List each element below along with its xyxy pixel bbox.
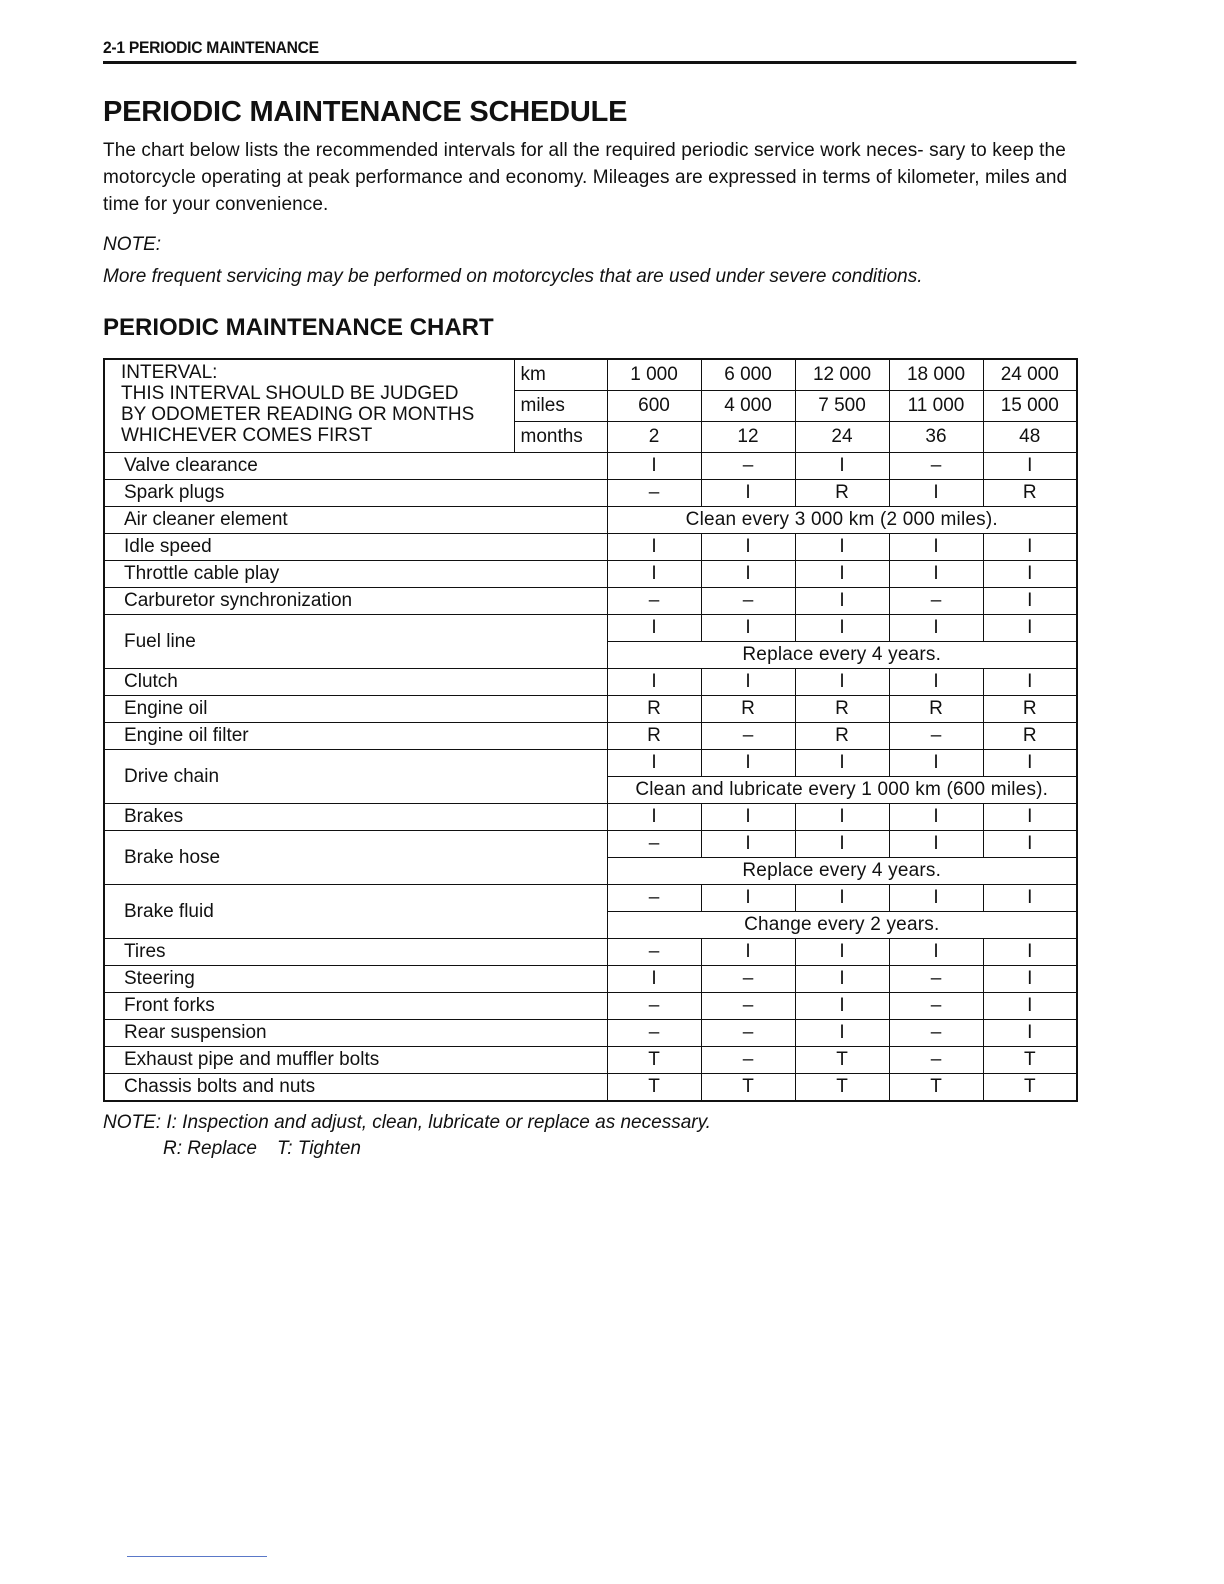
schedule-cell: – xyxy=(701,993,795,1020)
schedule-cell: R xyxy=(795,696,889,723)
maintenance-item: Tires xyxy=(104,939,607,966)
schedule-note: Replace every 4 years. xyxy=(607,858,1077,885)
table-row xyxy=(104,750,1077,777)
unit-label-months: months xyxy=(514,422,607,453)
maintenance-chart xyxy=(103,358,1078,1102)
footnote-line-2 xyxy=(103,1136,1076,1162)
table-row xyxy=(104,723,1077,750)
interval-miles-value: 11 000 xyxy=(889,391,983,422)
schedule-cell: I xyxy=(701,534,795,561)
schedule-note: Replace every 4 years. xyxy=(607,642,1077,669)
schedule-cell: I xyxy=(701,669,795,696)
table-row xyxy=(104,696,1077,723)
schedule-cell: I xyxy=(701,831,795,858)
maintenance-item: Brake hose xyxy=(104,831,607,885)
schedule-cell: I xyxy=(607,669,701,696)
page-title: PERIODIC MAINTENANCE SCHEDULE xyxy=(103,96,628,128)
schedule-cell: – xyxy=(701,966,795,993)
schedule-cell: I xyxy=(889,615,983,642)
schedule-cell: I xyxy=(795,966,889,993)
schedule-cell: – xyxy=(701,1047,795,1074)
schedule-cell: I xyxy=(795,669,889,696)
table-row xyxy=(104,507,1077,534)
schedule-cell: – xyxy=(889,453,983,480)
schedule-cell: T xyxy=(607,1074,701,1102)
interval-km-value: 18 000 xyxy=(889,359,983,391)
schedule-cell: – xyxy=(889,588,983,615)
maintenance-item: Engine oil xyxy=(104,696,607,723)
schedule-cell: I xyxy=(795,993,889,1020)
schedule-cell: – xyxy=(701,588,795,615)
schedule-cell: I xyxy=(795,534,889,561)
schedule-cell: I xyxy=(889,885,983,912)
interval-months-value: 24 xyxy=(795,422,889,453)
table-row xyxy=(104,669,1077,696)
schedule-cell: I xyxy=(983,750,1077,777)
schedule-cell: I xyxy=(889,831,983,858)
schedule-cell: T xyxy=(983,1047,1077,1074)
schedule-note: Clean every 3 000 km (2 000 miles). xyxy=(607,507,1077,534)
bottom-rule xyxy=(127,1556,267,1557)
schedule-cell: R xyxy=(795,723,889,750)
footnote xyxy=(103,1110,1076,1162)
schedule-cell: I xyxy=(607,615,701,642)
schedule-cell: I xyxy=(889,750,983,777)
maintenance-item: Drive chain xyxy=(104,750,607,804)
table-row xyxy=(104,561,1077,588)
interval-text-line: INTERVAL: xyxy=(121,362,218,383)
intro-paragraph: The chart below lists the recommended intervals for all the required periodic service work neces- sary to keep the motorcycle operating at peak performance and economy. Mileages are expressed in terms of kilometer, miles and time for your convenience. xyxy=(103,140,1068,215)
schedule-cell: R xyxy=(889,696,983,723)
maintenance-item: Idle speed xyxy=(104,534,607,561)
schedule-cell: I xyxy=(795,588,889,615)
schedule-cell: – xyxy=(607,831,701,858)
chart-title: PERIODIC MAINTENANCE CHART xyxy=(103,314,494,341)
schedule-cell: I xyxy=(983,561,1077,588)
schedule-cell: I xyxy=(983,669,1077,696)
schedule-cell: I xyxy=(701,939,795,966)
unit-label-miles: miles xyxy=(514,391,607,422)
schedule-cell: T xyxy=(795,1047,889,1074)
maintenance-item: Fuel line xyxy=(104,615,607,669)
schedule-note: Change every 2 years. xyxy=(607,912,1077,939)
schedule-cell: I xyxy=(795,885,889,912)
interval-months-value: 36 xyxy=(889,422,983,453)
schedule-cell: I xyxy=(607,453,701,480)
schedule-cell: I xyxy=(607,804,701,831)
table-row xyxy=(104,1047,1077,1074)
schedule-cell: R xyxy=(983,723,1077,750)
table-row xyxy=(104,588,1077,615)
schedule-cell: – xyxy=(607,588,701,615)
schedule-cell: – xyxy=(701,723,795,750)
schedule-cell: I xyxy=(983,966,1077,993)
schedule-cell: I xyxy=(795,453,889,480)
interval-miles-value: 4 000 xyxy=(701,391,795,422)
schedule-cell: R xyxy=(607,696,701,723)
schedule-cell: I xyxy=(795,1020,889,1047)
table-row xyxy=(104,615,1077,642)
maintenance-item: Carburetor synchronization xyxy=(104,588,607,615)
interval-row-km xyxy=(104,359,1077,391)
schedule-cell: – xyxy=(607,1020,701,1047)
schedule-cell: – xyxy=(701,1020,795,1047)
schedule-cell: I xyxy=(889,534,983,561)
schedule-cell: I xyxy=(983,1020,1077,1047)
schedule-cell: – xyxy=(889,993,983,1020)
table-row xyxy=(104,993,1077,1020)
interval-km-value: 1 000 xyxy=(607,359,701,391)
schedule-cell: R xyxy=(983,480,1077,507)
note-label: NOTE: xyxy=(103,234,162,255)
schedule-cell: R xyxy=(983,696,1077,723)
schedule-cell: I xyxy=(701,804,795,831)
schedule-cell: I xyxy=(607,561,701,588)
interval-km-value: 12 000 xyxy=(795,359,889,391)
schedule-cell: T xyxy=(889,1074,983,1102)
schedule-note: Clean and lubricate every 1 000 km (600 miles). xyxy=(607,777,1077,804)
maintenance-item: Exhaust pipe and muffler bolts xyxy=(104,1047,607,1074)
maintenance-item: Rear suspension xyxy=(104,1020,607,1047)
schedule-cell: I xyxy=(983,831,1077,858)
table-row xyxy=(104,480,1077,507)
schedule-cell: – xyxy=(889,1047,983,1074)
schedule-cell: I xyxy=(889,561,983,588)
schedule-cell: I xyxy=(701,750,795,777)
maintenance-item: Clutch xyxy=(104,669,607,696)
maintenance-item: Engine oil filter xyxy=(104,723,607,750)
schedule-cell: – xyxy=(607,939,701,966)
schedule-cell: I xyxy=(795,750,889,777)
schedule-cell: T xyxy=(701,1074,795,1102)
schedule-cell: – xyxy=(607,480,701,507)
table-row xyxy=(104,804,1077,831)
schedule-cell: R xyxy=(701,696,795,723)
schedule-cell: I xyxy=(701,480,795,507)
interval-text-line: THIS INTERVAL SHOULD BE JUDGED xyxy=(121,383,459,404)
schedule-cell: I xyxy=(795,831,889,858)
table-row xyxy=(104,534,1077,561)
maintenance-item: Front forks xyxy=(104,993,607,1020)
schedule-cell: I xyxy=(889,804,983,831)
schedule-cell: T xyxy=(983,1074,1077,1102)
schedule-cell: I xyxy=(701,561,795,588)
schedule-cell: I xyxy=(701,615,795,642)
schedule-cell: I xyxy=(889,939,983,966)
schedule-cell: I xyxy=(983,885,1077,912)
table-row xyxy=(104,1074,1077,1102)
schedule-cell: – xyxy=(607,885,701,912)
schedule-cell: – xyxy=(889,1020,983,1047)
schedule-cell: I xyxy=(795,804,889,831)
schedule-cell: I xyxy=(983,939,1077,966)
page xyxy=(103,38,1076,1162)
interval-miles-value: 600 xyxy=(607,391,701,422)
schedule-cell: – xyxy=(889,723,983,750)
table-row xyxy=(104,453,1077,480)
maintenance-item: Throttle cable play xyxy=(104,561,607,588)
interval-months-value: 2 xyxy=(607,422,701,453)
schedule-cell: R xyxy=(795,480,889,507)
table-row xyxy=(104,939,1077,966)
schedule-cell: I xyxy=(983,804,1077,831)
schedule-cell: I xyxy=(983,534,1077,561)
schedule-cell: T xyxy=(607,1047,701,1074)
schedule-cell: I xyxy=(607,750,701,777)
schedule-cell: I xyxy=(983,453,1077,480)
maintenance-item: Chassis bolts and nuts xyxy=(104,1074,607,1102)
table-row xyxy=(104,1020,1077,1047)
interval-months-value: 48 xyxy=(983,422,1077,453)
maintenance-item: Steering xyxy=(104,966,607,993)
schedule-cell: – xyxy=(607,993,701,1020)
schedule-cell: T xyxy=(795,1074,889,1102)
interval-miles-value: 7 500 xyxy=(795,391,889,422)
schedule-cell: I xyxy=(607,966,701,993)
schedule-cell: I xyxy=(983,615,1077,642)
schedule-cell: – xyxy=(889,966,983,993)
schedule-cell: I xyxy=(889,480,983,507)
schedule-cell: I xyxy=(795,561,889,588)
maintenance-item: Brakes xyxy=(104,804,607,831)
table-row xyxy=(104,966,1077,993)
note-text: More frequent servicing may be performed on motorcycles that are used under severe conditions. xyxy=(103,266,923,287)
table-row xyxy=(104,831,1077,858)
maintenance-item: Brake fluid xyxy=(104,885,607,939)
interval-miles-value: 15 000 xyxy=(983,391,1077,422)
table-row xyxy=(104,885,1077,912)
footnote-line-1: NOTE: I: Inspection and adjust, clean, lubricate or replace as necessary. xyxy=(103,1112,711,1133)
schedule-cell: – xyxy=(701,453,795,480)
maintenance-item: Spark plugs xyxy=(104,480,607,507)
interval-km-value: 24 000 xyxy=(983,359,1077,391)
maintenance-item: Valve clearance xyxy=(104,453,607,480)
interval-text-line: BY ODOMETER READING OR MONTHS xyxy=(121,404,475,425)
schedule-cell: I xyxy=(983,588,1077,615)
interval-description xyxy=(104,359,514,453)
footnote-tighten: T: Tighten xyxy=(277,1138,361,1159)
footnote-replace: R: Replace xyxy=(163,1138,257,1159)
schedule-cell: I xyxy=(983,993,1077,1020)
schedule-cell: I xyxy=(889,669,983,696)
interval-km-value: 6 000 xyxy=(701,359,795,391)
maintenance-item: Air cleaner element xyxy=(104,507,607,534)
schedule-cell: I xyxy=(701,885,795,912)
interval-text-line: WHICHEVER COMES FIRST xyxy=(121,425,373,446)
schedule-cell: R xyxy=(607,723,701,750)
schedule-cell: I xyxy=(795,939,889,966)
schedule-cell: I xyxy=(795,615,889,642)
schedule-cell: I xyxy=(607,534,701,561)
interval-months-value: 12 xyxy=(701,422,795,453)
running-head: 2-1 PERIODIC MAINTENANCE xyxy=(103,38,1076,64)
unit-label-km: km xyxy=(514,359,607,391)
